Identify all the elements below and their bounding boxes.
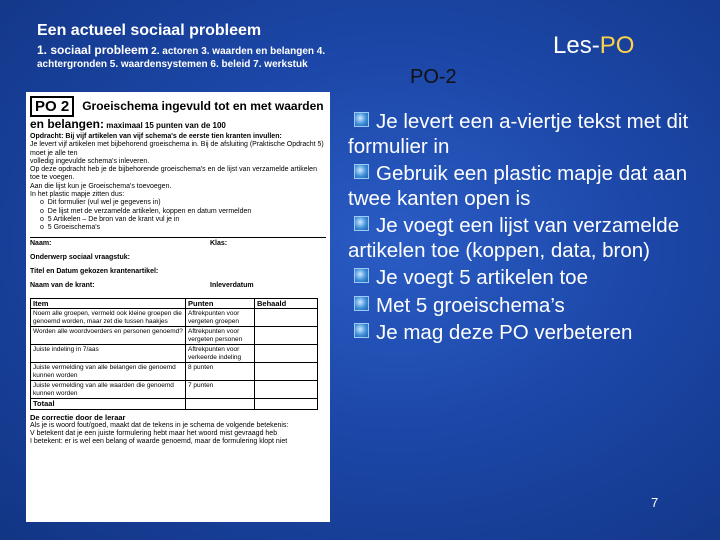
bullet-item: Met 5 groeischema’s <box>348 294 693 319</box>
list-item: o 5 Groeischema's <box>40 224 101 232</box>
les-po-label: Les-PO <box>553 32 635 59</box>
bullet-item: Gebruik een plastic mapje dat aan twee kanten open is <box>348 162 688 210</box>
list-item: o 5 Artikelen – De bron van de krant vul je in <box>40 215 180 223</box>
table-row: Juiste indeling in 7/aas Aftrekpunten voor verkeerde indeling <box>31 345 318 363</box>
instructions: Opdracht: Bij vijf artikelen van vijf schema's de eerste tien kranten invullen: Je levert vijf artikelen met bijbehorend groeischema in. Bij de afsluiting (Praktische Opdracht 5) moet je alle ten volledig ingevulde schema's inleveren. Op deze opdracht heb je de bijbehorende groeischema's en de lijst van verzamelde artikelen toe te voegen. Aan die lijst kun je Groeischema's toevoegen. In het plastic mapje zitten dus: o Dit formulier (vul wel je gegevens in) o De lijst met de verzamelde artikelen, koppen en datum vermelden o 5 Artikelen – De bron van de krant vul je in o 5 Groeischema's <box>26 133 330 233</box>
list-item: o Dit formulier (vul wel je gegevens in) <box>40 199 161 207</box>
po-badge: PO 2 <box>30 96 74 117</box>
document-title: Groeischema ingevuld tot en met waarden <box>82 99 324 113</box>
bullet-item: Je levert een a-viertje tekst met dit formulier in <box>348 110 689 158</box>
grading-table <box>30 298 318 410</box>
table-row: Worden alle woordvoerders en personen genoemd? Aftrekpunten voor vergeten personen <box>31 327 318 345</box>
bullet-square-icon <box>354 164 369 179</box>
bullet-square-icon <box>354 112 369 127</box>
table-row: Juiste vermelding van alle waarden die genoemd kunnen worden 7 punten <box>31 381 318 399</box>
page-number: 7 <box>651 495 659 510</box>
table-row: Noem alle groepen, vermeld ook kleine groepen die genoemd worden, maar zet die tussen haakjes Aftrekpunten voor vergeten groepen <box>31 309 318 327</box>
form-document-image <box>26 92 330 522</box>
table-row: Totaal <box>31 399 318 410</box>
field-row: Naam van de krant: Inleverdatum <box>30 282 254 290</box>
bullet-item: Je voegt 5 artikelen toe <box>348 266 693 291</box>
list-item: o De lijst met de verzamelde artikelen, koppen en datum vermelden <box>40 207 252 215</box>
bullet-square-icon <box>354 216 369 231</box>
bullet-square-icon <box>354 268 369 283</box>
field-row: Naam: Klas: <box>30 240 228 248</box>
correction-section: De correctie door de leraar Als je is woord fout/goed, maakt dat de tekens in je schema de volgende betekenis: V betekent dat je een juiste formulering hebt maar het woord mist gevraagd heb I betekent: er is wel een belang of waarde genoemd, maar de formulering klopt niet <box>30 412 289 446</box>
bullet-item: Je voegt een lijst van verzamelde artikelen toe (koppen, data, bron) <box>348 214 680 262</box>
form-fields <box>30 237 326 294</box>
po2-label: PO-2 <box>410 66 457 88</box>
topic-nav-line2: achtergronden 5. waardensystemen 6. beleid 7. werkstuk <box>37 59 308 70</box>
table-header-row: Item Punten Behaald <box>31 298 318 309</box>
bullet-square-icon <box>354 323 369 338</box>
topic-current: 1. sociaal probleem <box>37 43 149 57</box>
document-subtitle: en belangen: maximaal 15 punten van de 100 <box>30 117 226 131</box>
slide-title: Een actueel sociaal probleem <box>37 22 262 39</box>
field-row: Titel en Datum gekozen krantenartikel: <box>30 268 159 276</box>
topic-nav-line1 <box>37 43 325 57</box>
bullet-square-icon <box>354 296 369 311</box>
bullet-list <box>348 110 693 349</box>
bullet-item: Je mag deze PO verbeteren <box>348 321 693 346</box>
field-row: Onderwerp sociaal vraagstuk: <box>30 254 130 262</box>
table-row: Juiste vermelding van alle belangen die genoemd kunnen worden 8 punten <box>31 363 318 381</box>
topic-rest: 2. actoren 3. waarden en belangen 4. <box>148 46 326 57</box>
